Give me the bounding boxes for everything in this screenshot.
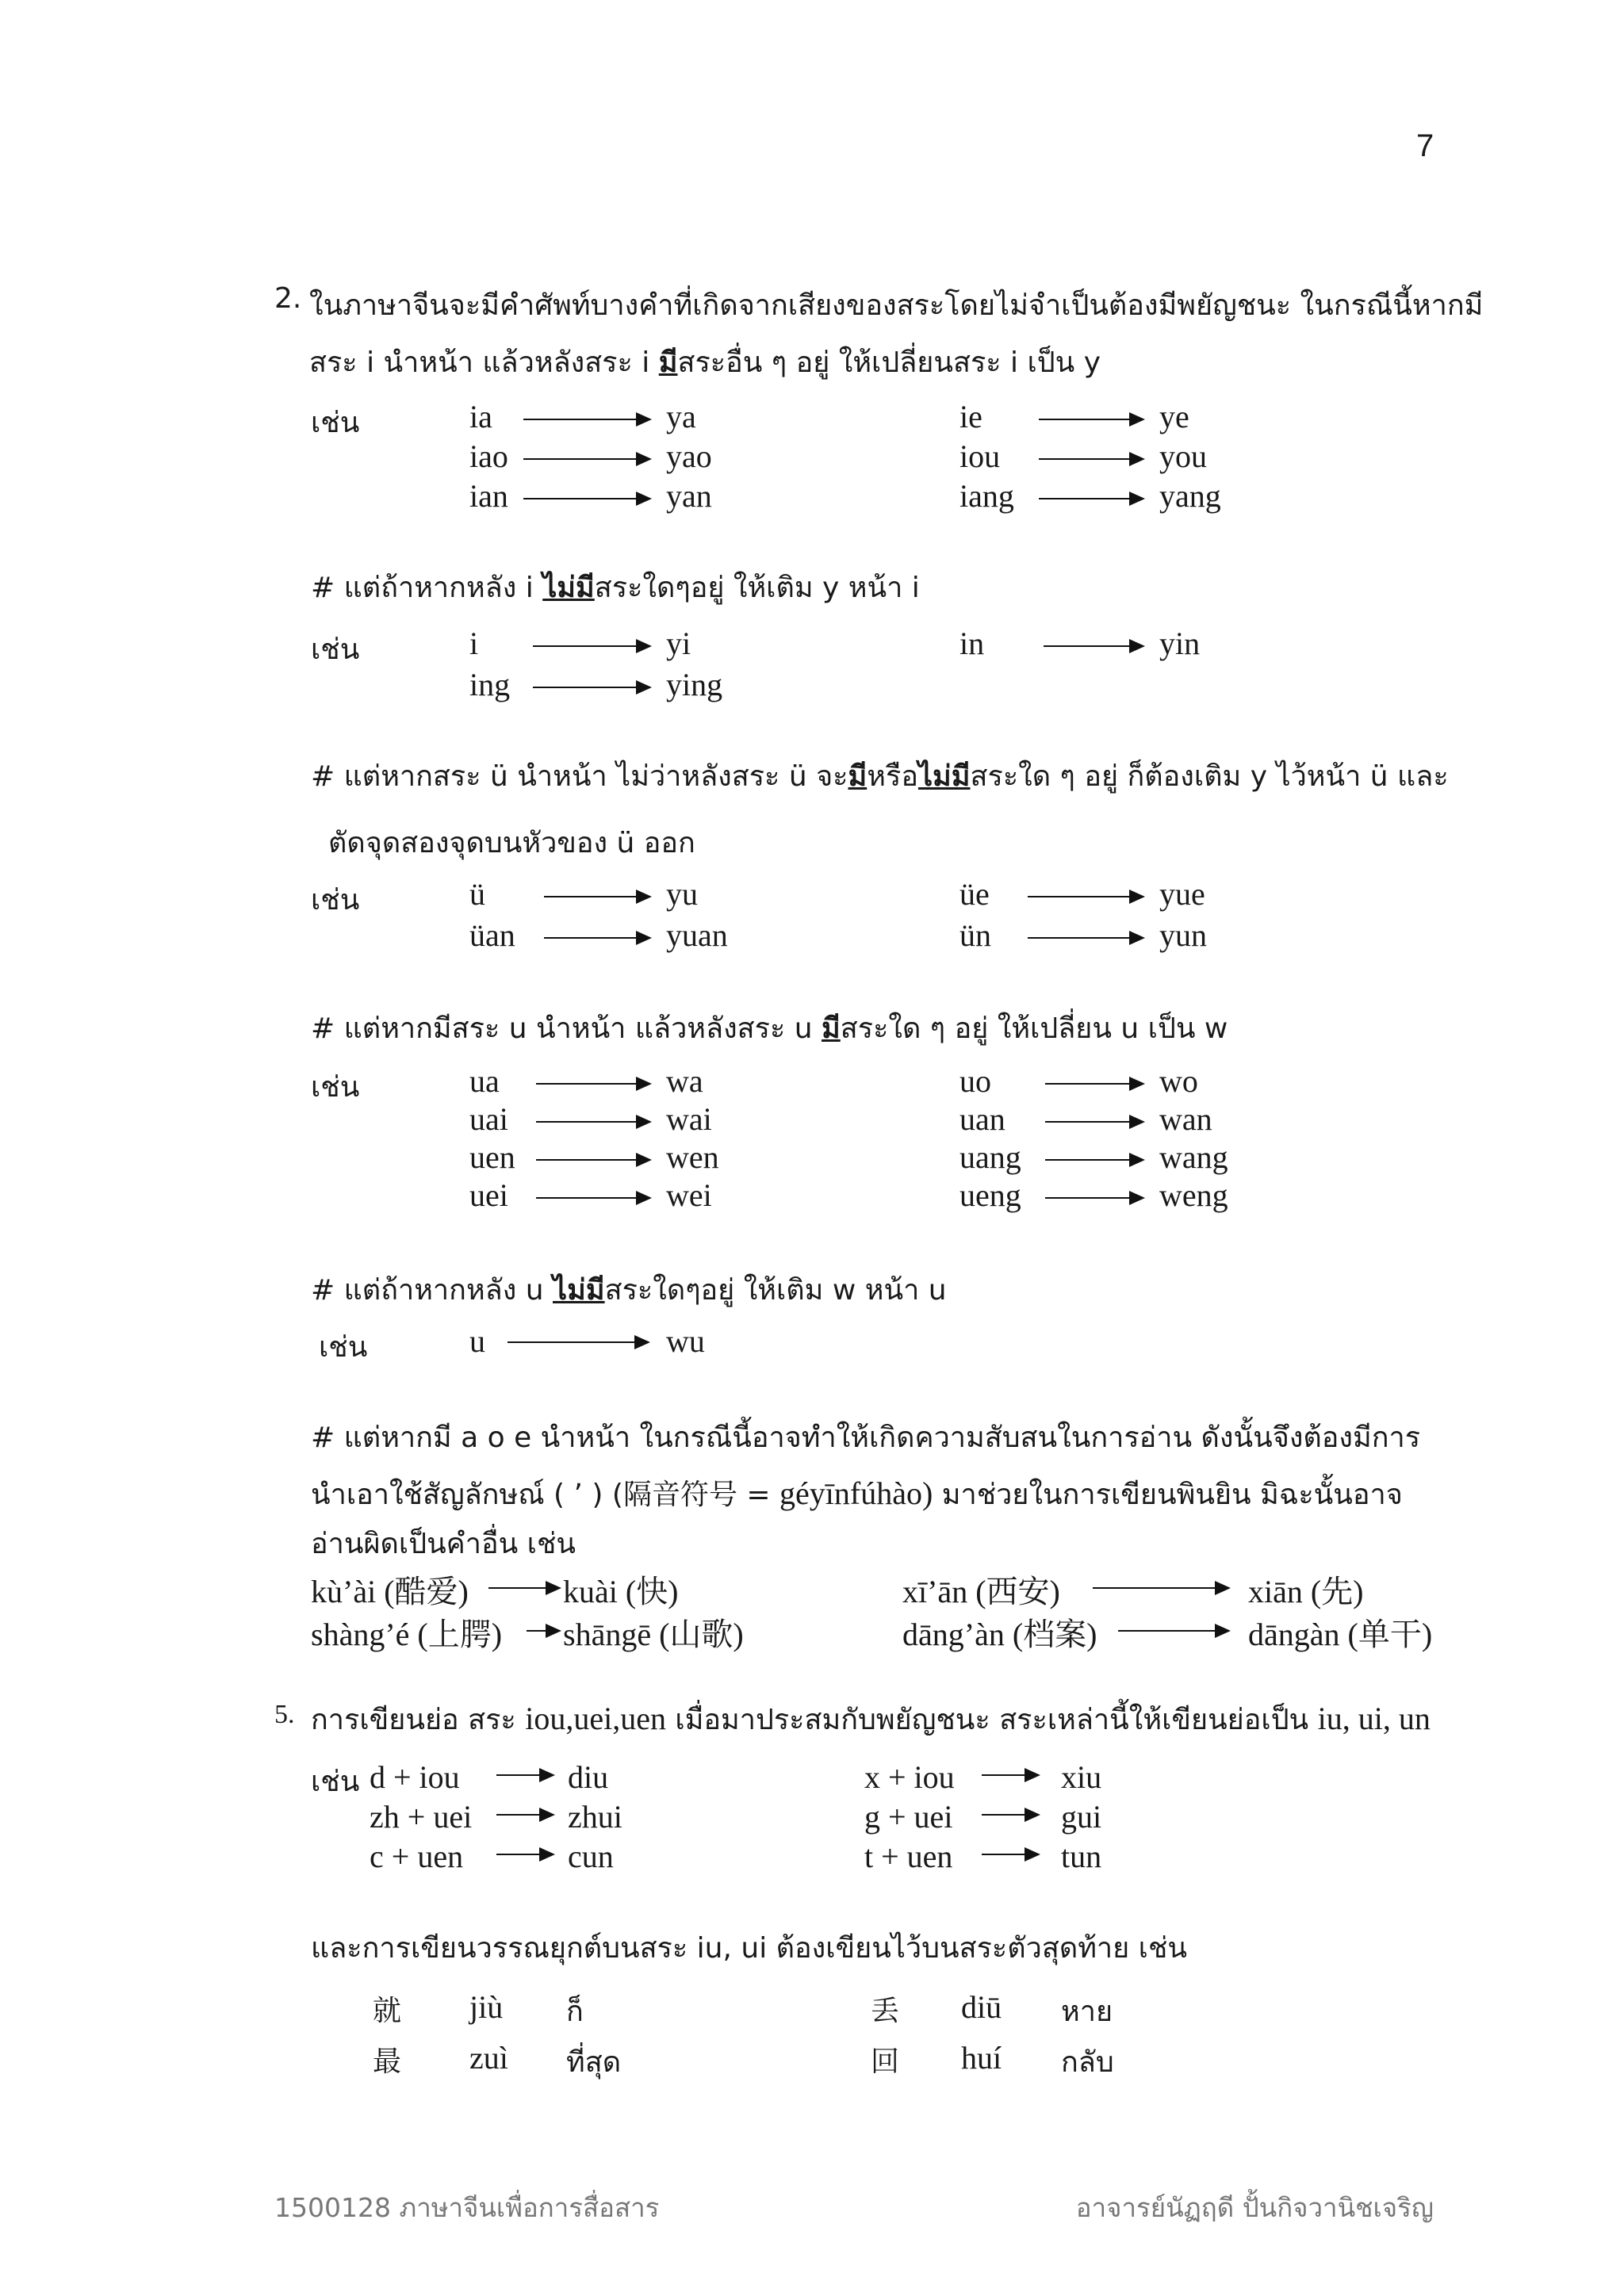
arrow-icon (1028, 937, 1143, 939)
example-source: üe (959, 876, 990, 912)
example-result: yang (1159, 478, 1221, 514)
example-source: kù’ài (酷爱) (311, 1574, 469, 1609)
tone-example-hanzi: 就 (373, 1995, 402, 2027)
example-source: ün (959, 917, 991, 953)
rule-u-umlaut-line2: ตัดจุดสองจุดบนหัวของ ü ออก (328, 827, 695, 859)
example-result: wang (1159, 1139, 1228, 1175)
example-label: เช่น (311, 884, 360, 916)
arrow-icon (1039, 458, 1143, 460)
rule-u-no-vowel: # แต่ถ้าหากหลัง u ไม่มีสระใดๆอยู่ ให้เติม w หน้า u (311, 1274, 947, 1307)
example-result: dāngàn (单干) (1248, 1617, 1433, 1652)
example-source: u (469, 1323, 485, 1359)
example-result: wa (666, 1063, 703, 1099)
example-result: cun (568, 1839, 614, 1874)
example-result: xiu (1061, 1759, 1102, 1795)
arrow-icon (536, 1197, 650, 1199)
page-number: 7 (1416, 128, 1434, 163)
example-result: weng (1159, 1177, 1228, 1213)
arrow-icon (1045, 1197, 1143, 1199)
rule-u-umlaut-line1: # แต่หากสระ ü นำหน้า ไม่ว่าหลังสระ ü จะมีหรือไม่มีสระใด ๆ อยู่ ก็ต้องเติม y ไว้หน้า ü และ (311, 760, 1449, 793)
example-result: wen (666, 1139, 719, 1175)
arrow-icon (536, 1083, 650, 1085)
rule-aoe-line3: อ่านผิดเป็นคำอื่น เช่น (311, 1528, 576, 1560)
example-result: ya (666, 399, 696, 434)
example-result: wan (1159, 1101, 1212, 1137)
tone-example-hanzi: 丢 (871, 1995, 900, 2027)
example-source: uang (959, 1139, 1021, 1175)
example-source: iou (959, 438, 1001, 474)
arrow-icon (523, 458, 650, 460)
rule-aoe-line1: # แต่หากมี a o e นำหน้า ในกรณีนี้อาจทำให้เกิดความสับสนในการอ่าน ดังนั้นจึงต้องมีการ (311, 1422, 1421, 1454)
tone-rule-line: และการเขียนวรรณยุกต์บนสระ iu, ui ต้องเขียนไว้บนสระตัวสุดท้าย เช่น (311, 1932, 1188, 1965)
arrow-icon (1118, 1630, 1229, 1632)
example-source: ie (959, 399, 982, 434)
tone-example-pinyin: zuì (469, 2040, 508, 2076)
example-label: เช่น (311, 407, 360, 439)
example-source: uan (959, 1101, 1005, 1137)
section-5-number: 5. (274, 1700, 295, 1729)
example-source: x + iou (864, 1759, 955, 1795)
tone-example-pinyin: jiù (469, 1989, 504, 2025)
example-result: wo (1159, 1063, 1198, 1099)
example-result: ying (666, 667, 723, 702)
example-label: เช่น (311, 633, 360, 666)
arrow-icon (1039, 419, 1143, 420)
tone-example-thai-meaning: กลับ (1061, 2046, 1114, 2079)
tone-example-thai-meaning: ที่สุด (566, 2046, 622, 2079)
example-source: ing (469, 667, 511, 702)
rule-u-to-w: # แต่หากมีสระ u นำหน้า แล้วหลังสระ u มีสระใด ๆ อยู่ ให้เปลี่ยน u เป็น w (311, 1012, 1228, 1045)
rule-i-no-vowel: # แต่ถ้าหากหลัง i ไม่มีสระใดๆอยู่ ให้เติม y หน้า i (311, 572, 920, 604)
tone-example-hanzi: 最 (373, 2045, 402, 2078)
example-result: yan (666, 478, 712, 514)
tone-example-thai-meaning: ก็ (566, 1996, 584, 2028)
example-result: yin (1159, 626, 1201, 661)
example-source: c + uen (370, 1839, 464, 1874)
example-result: kuài (快) (563, 1574, 679, 1609)
example-source: uei (469, 1177, 508, 1213)
example-result: tun (1061, 1839, 1102, 1874)
example-label: เช่น (319, 1331, 368, 1364)
footer-instructor: อาจารย์นัฏฤดี ปั้นกิจวานิชเจริญ (1075, 2192, 1434, 2223)
arrow-icon (508, 1341, 649, 1343)
arrow-icon (982, 1774, 1039, 1776)
example-result: wei (666, 1177, 712, 1213)
example-result: wai (666, 1101, 712, 1137)
tone-example-hanzi: 回 (871, 2045, 900, 2078)
arrow-icon (527, 1630, 560, 1632)
example-source: uo (959, 1063, 991, 1099)
example-label: เช่น (311, 1071, 360, 1104)
arrow-icon (533, 687, 650, 688)
section-5-line1: การเขียนย่อ สระ iou,uei,uen เมื่อมาประสมกับพยัญชนะ สระเหล่านี้ให้เขียนย่อเป็น iu, ui, un (311, 1701, 1431, 1736)
arrow-icon (1028, 896, 1143, 897)
example-source: dāng’àn (档案) (902, 1617, 1097, 1652)
arrow-icon (488, 1587, 560, 1589)
arrow-icon (1044, 645, 1143, 647)
example-source: t + uen (864, 1839, 953, 1874)
arrow-icon (1039, 498, 1143, 499)
arrow-icon (1045, 1121, 1143, 1123)
example-source: i (469, 626, 479, 661)
example-result: yuan (666, 917, 728, 953)
arrow-icon (536, 1121, 650, 1123)
example-result: yun (1159, 917, 1207, 953)
example-result: xiān (先) (1248, 1574, 1364, 1609)
section-2-line2: สระ i นำหน้า แล้วหลังสระ i มีสระอื่น ๆ อยู่ ให้เปลี่ยนสระ i เป็น y (309, 346, 1101, 379)
example-source: ua (469, 1063, 500, 1099)
tone-example-pinyin: huí (961, 2040, 1002, 2076)
arrow-icon (496, 1854, 553, 1855)
example-source: uen (469, 1139, 515, 1175)
arrow-icon (982, 1854, 1039, 1855)
example-label: เช่น (311, 1766, 360, 1798)
arrow-icon (1093, 1587, 1229, 1589)
example-result: ye (1159, 399, 1189, 434)
example-result: yao (666, 438, 712, 474)
example-result: shāngē (山歌) (563, 1617, 744, 1652)
example-result: yi (666, 626, 691, 661)
arrow-icon (523, 419, 650, 420)
example-result: diu (568, 1759, 609, 1795)
arrow-icon (496, 1814, 553, 1816)
arrow-icon (1045, 1083, 1143, 1085)
arrow-icon (544, 937, 650, 939)
arrow-icon (544, 896, 650, 897)
tone-example-thai-meaning: หาย (1061, 1996, 1113, 2028)
example-result: zhui (568, 1799, 622, 1835)
arrow-icon (533, 645, 650, 647)
example-source: shàng’é (上腭) (311, 1617, 503, 1652)
example-result: yue (1159, 876, 1205, 912)
arrow-icon (496, 1774, 553, 1776)
example-source: zh + uei (370, 1799, 473, 1835)
arrow-icon (536, 1159, 650, 1161)
example-result: you (1159, 438, 1207, 474)
example-source: ueng (959, 1177, 1021, 1213)
arrow-icon (523, 498, 650, 499)
section-2-line1: ในภาษาจีนจะมีคำศัพท์บางคำที่เกิดจากเสียงของสระโดยไม่จำเป็นต้องมีพยัญชนะ ในกรณีนี้หากมี (309, 289, 1484, 322)
example-result: wu (666, 1323, 705, 1359)
arrow-icon (1045, 1159, 1143, 1161)
footer-course: 1500128 ภาษาจีนเพื่อการสื่อสาร (274, 2192, 660, 2223)
example-source: d + iou (370, 1759, 460, 1795)
example-source: ü (469, 876, 485, 912)
example-source: üan (469, 917, 515, 953)
example-result: yu (666, 876, 698, 912)
section-2-number: 2. (274, 282, 302, 315)
example-source: xī’ān (西安) (902, 1574, 1060, 1609)
rule-aoe-line2: นำเอาใช้สัญลักษณ์ ( ’ ) (隔音符号 = géyīnfúhào) มาช่วยในการเขียนพินยิน มิฉะนั้นอาจ (311, 1475, 1403, 1511)
example-source: uai (469, 1101, 508, 1137)
example-source: g + uei (864, 1799, 953, 1835)
example-result: gui (1061, 1799, 1102, 1835)
example-source: iang (959, 478, 1014, 514)
example-source: ia (469, 399, 492, 434)
tone-example-pinyin: diū (961, 1989, 1002, 2025)
example-source: iao (469, 438, 508, 474)
example-source: ian (469, 478, 508, 514)
arrow-icon (982, 1814, 1039, 1816)
example-source: in (959, 626, 985, 661)
